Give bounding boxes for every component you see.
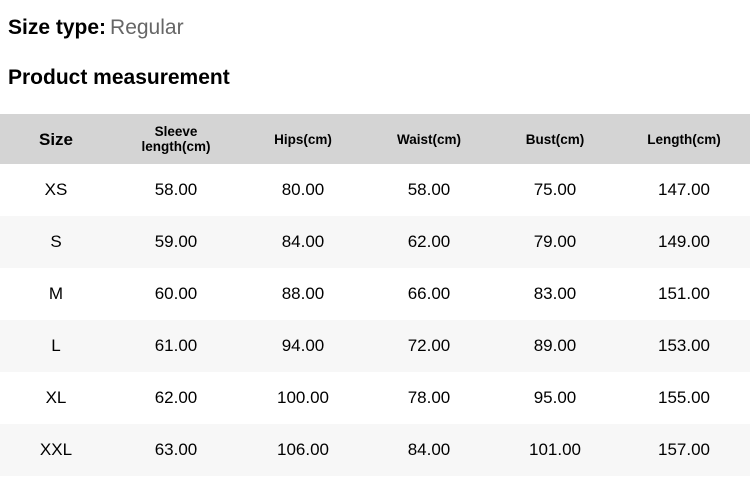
cell-sleeve: 63.00 xyxy=(112,424,240,476)
column-header-waist: Waist(cm) xyxy=(366,114,492,164)
cell-hips: 94.00 xyxy=(240,320,366,372)
cell-length: 157.00 xyxy=(618,424,750,476)
table-row xyxy=(0,268,750,320)
table-row xyxy=(0,164,750,216)
cell-size: S xyxy=(0,216,112,268)
table-row xyxy=(0,372,750,424)
table-row xyxy=(0,424,750,476)
column-header-length: Length(cm) xyxy=(618,114,750,164)
column-header-sleeve-line2: length(cm) xyxy=(141,139,211,154)
cell-hips: 88.00 xyxy=(240,268,366,320)
cell-hips: 106.00 xyxy=(240,424,366,476)
cell-length: 151.00 xyxy=(618,268,750,320)
cell-hips: 84.00 xyxy=(240,216,366,268)
cell-length: 149.00 xyxy=(618,216,750,268)
page-title: Product measurement xyxy=(8,66,230,89)
cell-bust: 95.00 xyxy=(492,372,618,424)
size-type-value: Regular xyxy=(110,16,184,39)
cell-sleeve: 58.00 xyxy=(112,164,240,216)
cell-waist: 62.00 xyxy=(366,216,492,268)
cell-sleeve: 61.00 xyxy=(112,320,240,372)
cell-bust: 83.00 xyxy=(492,268,618,320)
cell-waist: 72.00 xyxy=(366,320,492,372)
cell-length: 155.00 xyxy=(618,372,750,424)
cell-sleeve: 60.00 xyxy=(112,268,240,320)
cell-bust: 75.00 xyxy=(492,164,618,216)
cell-sleeve: 62.00 xyxy=(112,372,240,424)
cell-waist: 58.00 xyxy=(366,164,492,216)
measurement-table xyxy=(0,114,750,476)
cell-size: M xyxy=(0,268,112,320)
cell-size: XS xyxy=(0,164,112,216)
column-header-bust: Bust(cm) xyxy=(492,114,618,164)
size-type-row xyxy=(0,0,750,42)
table-header xyxy=(0,114,750,164)
table-row xyxy=(0,320,750,372)
column-header-size: Size xyxy=(0,114,112,164)
column-header-sleeve-line1: Sleeve xyxy=(154,124,198,139)
cell-size: L xyxy=(0,320,112,372)
column-header-hips: Hips(cm) xyxy=(240,114,366,164)
cell-size: XXL xyxy=(0,424,112,476)
table-row xyxy=(0,216,750,268)
cell-waist: 66.00 xyxy=(366,268,492,320)
cell-hips: 80.00 xyxy=(240,164,366,216)
cell-sleeve: 59.00 xyxy=(112,216,240,268)
column-header-sleeve-length xyxy=(112,114,240,164)
cell-size: XL xyxy=(0,372,112,424)
table-body xyxy=(0,164,750,476)
cell-bust: 89.00 xyxy=(492,320,618,372)
cell-bust: 101.00 xyxy=(492,424,618,476)
cell-length: 147.00 xyxy=(618,164,750,216)
cell-bust: 79.00 xyxy=(492,216,618,268)
cell-hips: 100.00 xyxy=(240,372,366,424)
cell-waist: 84.00 xyxy=(366,424,492,476)
cell-length: 153.00 xyxy=(618,320,750,372)
cell-waist: 78.00 xyxy=(366,372,492,424)
table-header-row xyxy=(0,114,750,164)
size-type-label: Size type: xyxy=(8,16,107,39)
